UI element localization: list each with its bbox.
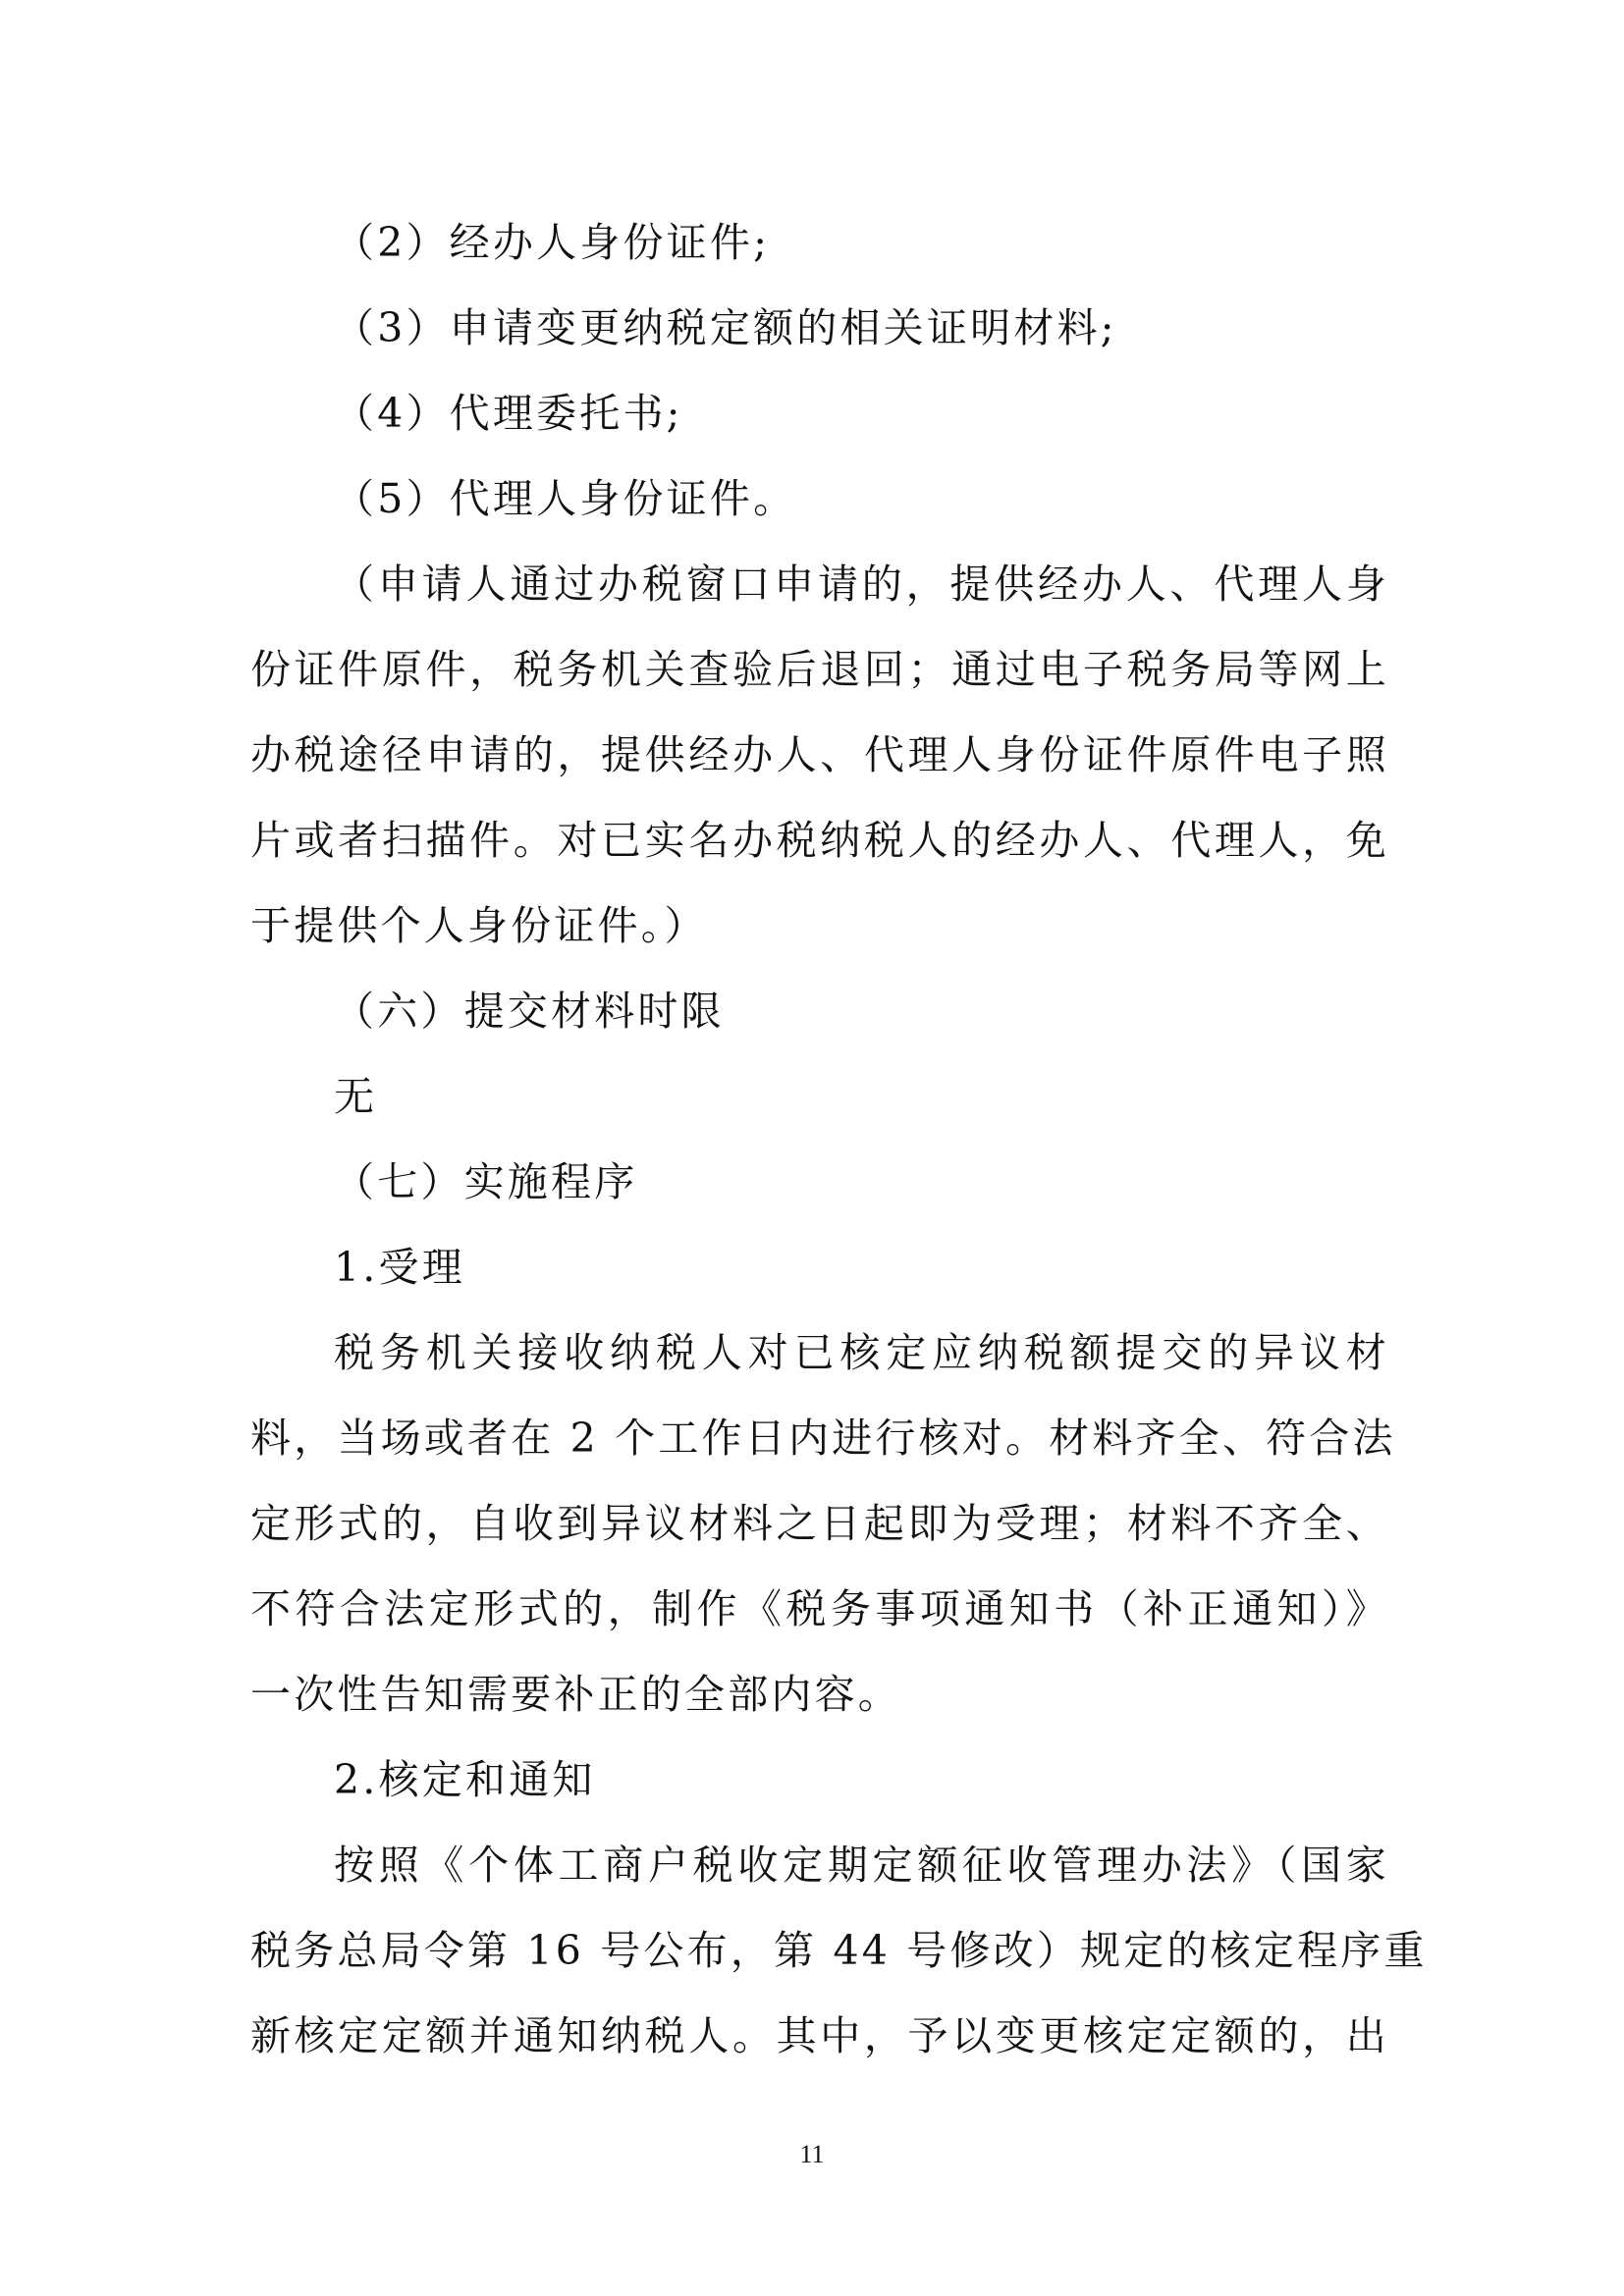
text-line: 税务总局令第 16 号公布，第 44 号修改）规定的核定程序重 — [250, 1927, 1428, 1974]
text-line: 片或者扫描件。对已实名办税纳税人的经办人、代理人，免 — [250, 817, 1389, 864]
text-line: （4）代理委托书; — [334, 390, 683, 437]
text-line: 1.受理 — [334, 1244, 465, 1291]
text-line: 办税途径申请的，提供经办人、代理人身份证件原件电子照 — [250, 731, 1389, 778]
text-line: （3）申请变更纳税定额的相关证明材料; — [334, 304, 1117, 351]
text-line: 一次性告知需要补正的全部内容。 — [250, 1671, 901, 1718]
text-line: 于提供个人身份证件。） — [250, 902, 708, 949]
text-line: （六）提交材料时限 — [334, 988, 725, 1035]
text-line: 定形式的，自收到异议材料之日起即为受理；材料不齐全、 — [250, 1500, 1389, 1547]
text-line: 不符合法定形式的，制作《税务事项通知书（补正通知）》 — [250, 1585, 1389, 1632]
text-line: 份证件原件，税务机关查验后退回；通过电子税务局等网上 — [250, 646, 1389, 693]
text-line: 无 — [334, 1073, 378, 1120]
text-line: 按照《个体工商户税收定期定额征收管理办法》（国家 — [334, 1842, 1389, 1889]
text-line: （申请人通过办税窗口申请的，提供经办人、代理人身 — [334, 561, 1389, 608]
text-line: 新核定定额并通知纳税人。其中，予以变更核定定额的，出 — [250, 2012, 1389, 2059]
page-number: 11 — [799, 2140, 825, 2168]
text-line: 税务机关接收纳税人对已核定应纳税额提交的异议材 — [334, 1329, 1389, 1376]
text-line: （2）经办人身份证件; — [334, 219, 771, 266]
text-line: 2.核定和通知 — [334, 1756, 596, 1803]
text-line: （5）代理人身份证件。 — [334, 475, 797, 522]
text-line: 料，当场或者在 2 个工作日内进行核对。材料齐全、符合法 — [250, 1415, 1396, 1462]
text-line: （七）实施程序 — [334, 1158, 638, 1205]
